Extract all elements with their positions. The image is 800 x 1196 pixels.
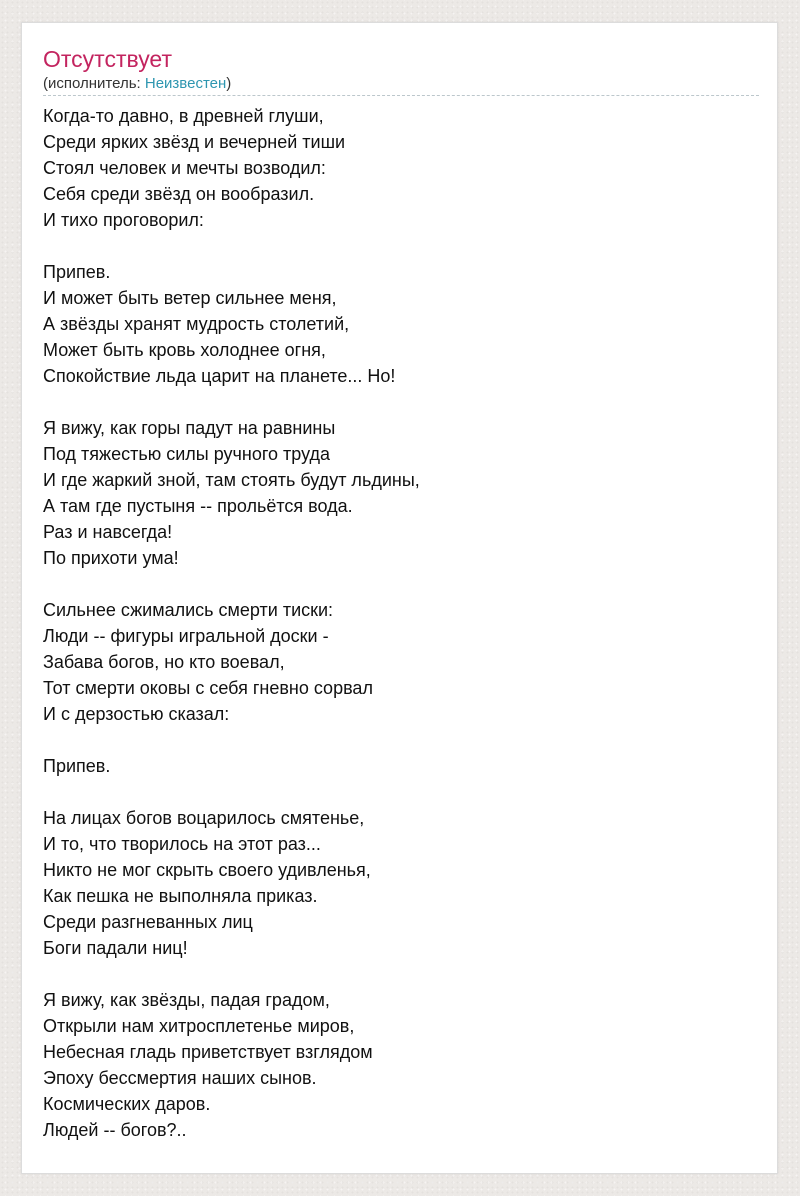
lyric-line: Может быть кровь холоднее огня,: [43, 340, 326, 360]
lyric-line: Себя среди звёзд он вообразил.: [43, 184, 315, 204]
lyric-line: Небесная гладь приветствует взглядом: [43, 1042, 373, 1062]
lyric-line: И тихо проговорил:: [43, 210, 204, 230]
lyric-line: Когда-то давно, в древней глуши,: [43, 106, 324, 126]
artist-suffix: ): [226, 75, 232, 92]
lyric-line: И может быть ветер сильнее меня,: [43, 288, 337, 308]
lyric-line: Среди разгневанных лиц: [43, 912, 253, 932]
lyric-line: Припев.: [43, 262, 111, 282]
lyric-line: По прихоти ума!: [43, 548, 179, 568]
lyric-line: А звёзды хранят мудрость столетий,: [43, 314, 350, 334]
lyric-line: Стоял человек и мечты возводил:: [43, 158, 326, 178]
lyric-line: Людей -- богов?..: [43, 1120, 187, 1140]
stanza-break: [43, 961, 759, 987]
lyric-line: Сильнее сжимались смерти тиски:: [43, 600, 334, 620]
stanza-break: [43, 233, 759, 259]
stanza-break: [43, 779, 759, 805]
lyric-line: Забава богов, но кто воевал,: [43, 652, 285, 672]
lyric-line: На лицах богов воцарилось смятенье,: [43, 808, 365, 828]
artist-link[interactable]: Неизвестен: [144, 75, 227, 92]
lyric-line: А там где пустыня -- прольётся вода.: [43, 496, 353, 516]
artist-prefix: (исполнитель:: [43, 75, 145, 92]
stanza-break: [43, 727, 759, 753]
lyric-line: Люди -- фигуры игральной доски -: [43, 626, 329, 646]
stanza-break: [43, 389, 759, 415]
lyric-line: Как пешка не выполняла приказ.: [43, 886, 318, 906]
artist-line: [43, 74, 231, 93]
lyrics-text: [43, 103, 759, 1143]
lyric-line: И то, что творилось на этот раз...: [43, 834, 321, 854]
lyric-line: Я вижу, как звёзды, падая градом,: [43, 990, 330, 1010]
lyric-line: Спокойствие льда царит на планете... Но!: [43, 366, 396, 386]
lyric-line: Открыли нам хитросплетенье миров,: [43, 1016, 355, 1036]
lyric-line: И где жаркий зной, там стоять будут льдины,: [43, 470, 420, 490]
lyric-line: Раз и навсегда!: [43, 522, 173, 542]
lyric-line: Я вижу, как горы падут на равнины: [43, 418, 336, 438]
lyric-line: Эпоху бессмертия наших сынов.: [43, 1068, 317, 1088]
lyric-line: Никто не мог скрыть своего удивленья,: [43, 860, 371, 880]
lyric-line: Боги падали ниц!: [43, 938, 188, 958]
lyric-line: Под тяжестью силы ручного труда: [43, 444, 331, 464]
song-header: [43, 43, 759, 96]
stanza-break: [43, 571, 759, 597]
lyric-line: Космических даров.: [43, 1094, 211, 1114]
lyric-line: Среди ярких звёзд и вечерней тиши: [43, 132, 346, 152]
lyric-line: Припев.: [43, 756, 111, 776]
lyric-line: Тот смерти оковы с себя гневно сорвал: [43, 678, 373, 698]
lyric-line: И с дерзостью сказал:: [43, 704, 230, 724]
song-title: Отсутствует: [43, 46, 172, 72]
lyrics-card: [21, 22, 778, 1174]
